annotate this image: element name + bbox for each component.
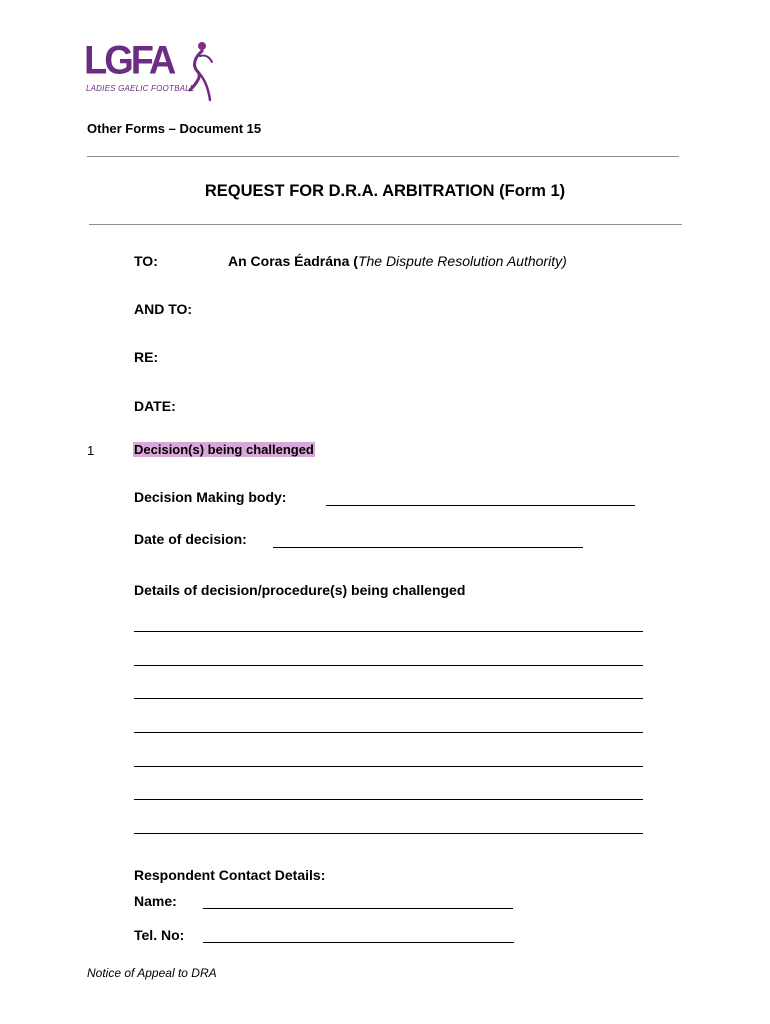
- name-field[interactable]: [203, 908, 513, 909]
- section-heading: Decision(s) being challenged: [134, 442, 314, 457]
- decision-body-label: Decision Making body:: [134, 489, 287, 505]
- to-recipient: [228, 253, 567, 269]
- logo-mark: LGFA: [84, 38, 174, 84]
- divider-title: [89, 224, 682, 225]
- to-recipient-name: An Coras Éadrána (: [228, 253, 358, 269]
- footer-text: Notice of Appeal to DRA: [87, 966, 217, 980]
- details-line[interactable]: [134, 833, 643, 834]
- and-to-label: AND TO:: [134, 301, 193, 317]
- details-line[interactable]: [134, 665, 643, 666]
- player-figure-icon: [180, 40, 216, 104]
- document-reference: Other Forms – Document 15: [87, 121, 262, 136]
- logo-subtitle: LADIES GAELIC FOOTBALL: [86, 84, 195, 93]
- re-label: RE:: [134, 349, 159, 365]
- date-label: DATE:: [134, 398, 176, 414]
- date-of-decision-field[interactable]: [273, 547, 583, 548]
- decision-body-field[interactable]: [326, 505, 635, 506]
- details-line[interactable]: [134, 698, 643, 699]
- to-recipient-description: The Dispute Resolution Authority): [357, 253, 567, 269]
- section-number: 1: [87, 443, 95, 458]
- to-label: TO:: [134, 253, 158, 269]
- tel-label: Tel. No:: [134, 927, 185, 943]
- details-line[interactable]: [134, 732, 643, 733]
- divider-top: [87, 156, 679, 157]
- tel-field[interactable]: [203, 942, 514, 943]
- details-line[interactable]: [134, 799, 643, 800]
- respondent-heading: Respondent Contact Details:: [134, 867, 326, 883]
- details-label: Details of decision/procedure(s) being challenged: [134, 582, 466, 598]
- details-line[interactable]: [134, 631, 643, 632]
- name-label: Name:: [134, 893, 177, 909]
- form-title: REQUEST FOR D.R.A. ARBITRATION (Form 1): [204, 182, 566, 200]
- date-of-decision-label: Date of decision:: [134, 531, 247, 547]
- details-line[interactable]: [134, 766, 643, 767]
- lgfa-logo: [84, 40, 218, 104]
